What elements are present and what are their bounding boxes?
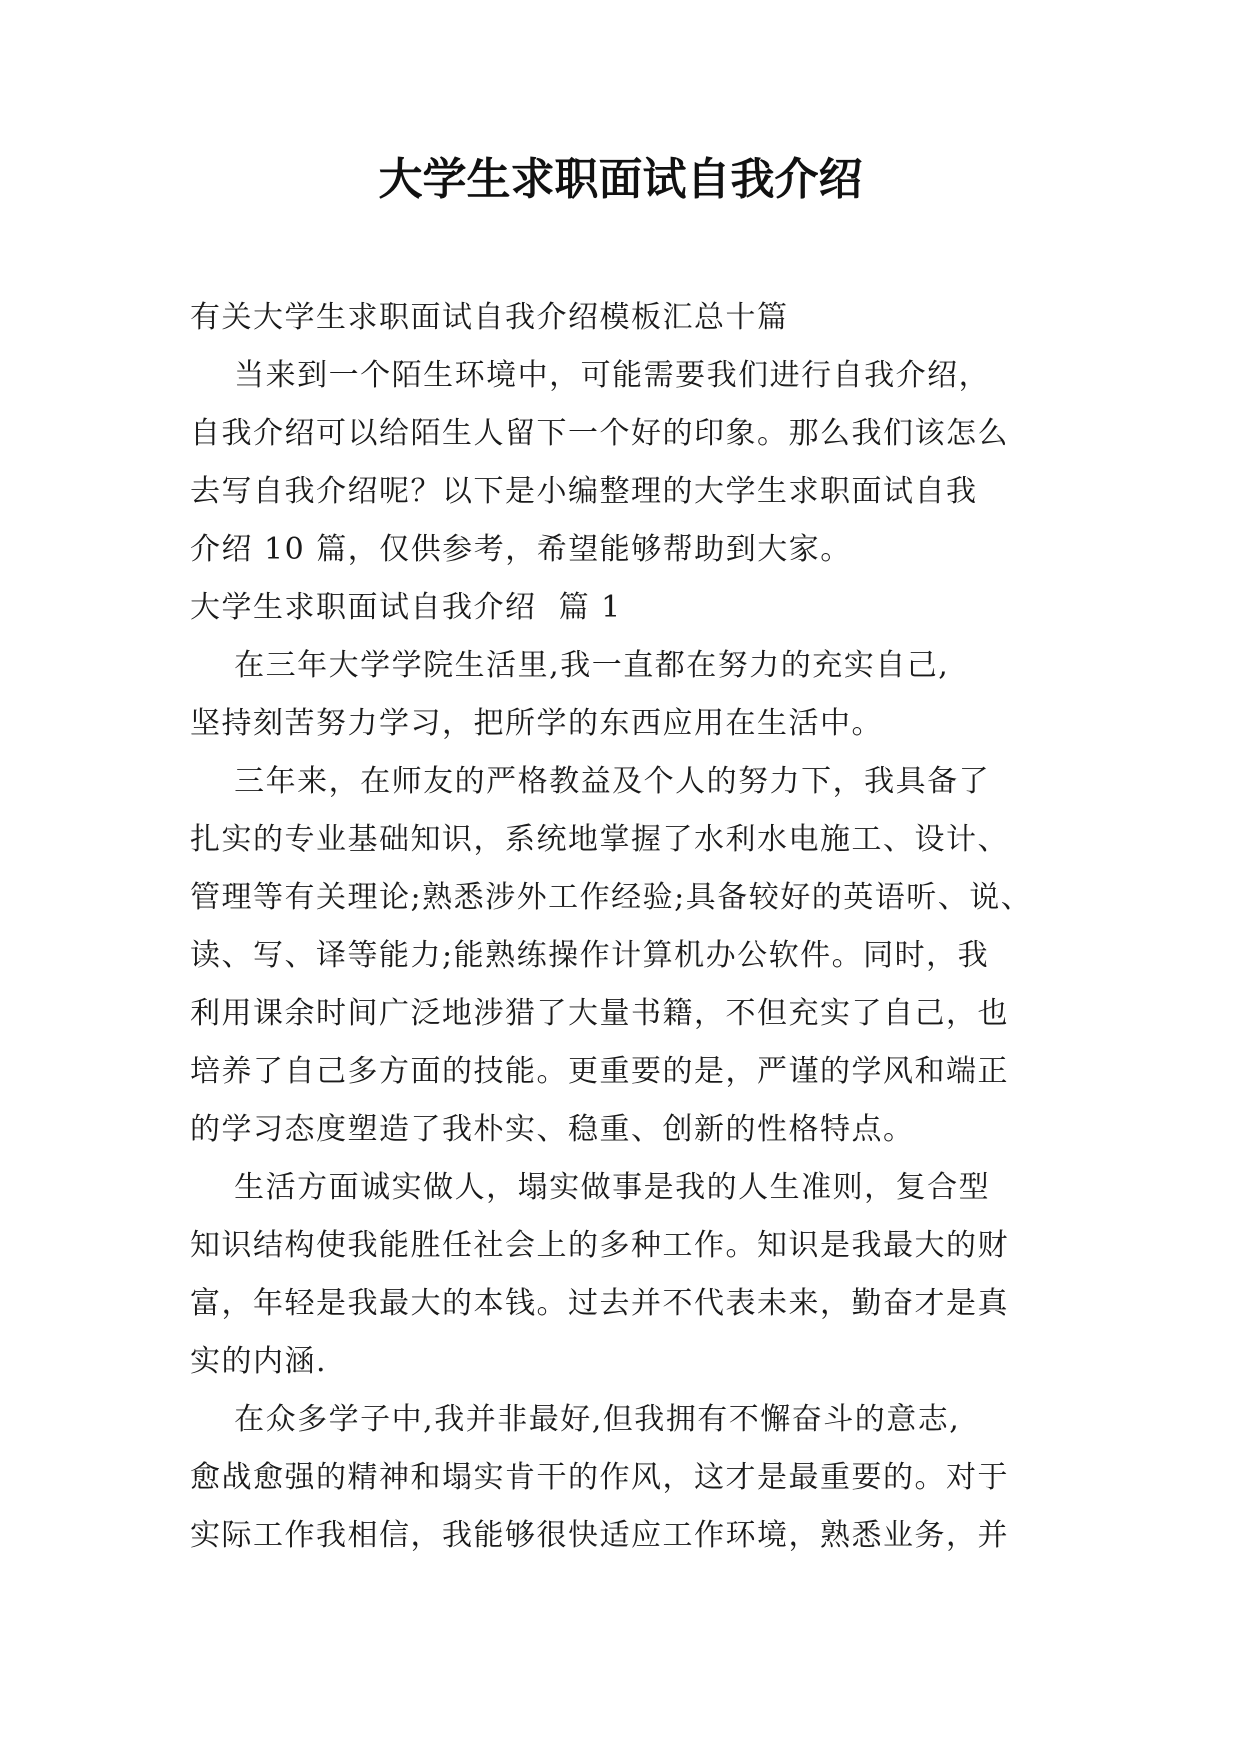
paragraph-line: 三年来，在师友的严格教益及个人的努力下，我具备了 (190, 764, 991, 799)
paragraph-line: 介绍 10 篇，仅供参考，希望能够帮助到大家。 (190, 532, 852, 567)
paragraph-line: 实的内涵. (190, 1344, 328, 1379)
paragraph-line: 读、写、译等能力;能熟练操作计算机办公软件。同时，我 (190, 938, 990, 973)
paragraph-line: 当来到一个陌生环境中，可能需要我们进行自我介绍， (190, 358, 991, 393)
paragraph-line: 自我介绍可以给陌生人留下一个好的印象。那么我们该怎么 (190, 416, 1009, 451)
paragraph-line: 的学习态度塑造了我朴实、稳重、创新的性格特点。 (190, 1112, 915, 1147)
document-body (190, 289, 1065, 1565)
paragraph-line: 实际工作我相信，我能够很快适应工作环境，熟悉业务，并 (190, 1518, 1009, 1553)
paragraph-line: 生活方面诚实做人，塌实做事是我的人生准则，复合型 (190, 1170, 991, 1205)
paragraph-line: 去写自我介绍呢？以下是小编整理的大学生求职面试自我 (190, 474, 978, 509)
paragraph-line: 扎实的专业基础知识，系统地掌握了水利水电施工、设计、 (190, 822, 1009, 857)
paragraph-line: 愈战愈强的精神和塌实肯干的作风，这才是最重要的。对于 (190, 1460, 1009, 1495)
section-heading: 大学生求职面试自我介绍 篇 1 (190, 590, 622, 625)
paragraph-line: 利用课余时间广泛地涉猎了大量书籍，不但充实了自己，也 (190, 996, 1009, 1031)
subtitle-line: 有关大学生求职面试自我介绍模板汇总十篇 (190, 300, 789, 335)
paragraph-line: 富，年轻是我最大的本钱。过去并不代表未来，勤奋才是真 (190, 1286, 1009, 1321)
paragraph-line: 管理等有关理论;熟悉涉外工作经验;具备较好的英语听、说、 (190, 880, 1033, 915)
paragraph-line: 坚持刻苦努力学习，把所学的东西应用在生活中。 (190, 706, 883, 741)
paragraph-line: 在众多学子中,我并非最好,但我拥有不懈奋斗的意志, (190, 1402, 961, 1437)
document-title: 大学生求职面试自我介绍 (378, 154, 863, 205)
paragraph-line: 培养了自己多方面的技能。更重要的是，严谨的学风和端正 (190, 1054, 1009, 1089)
paragraph-line: 知识结构使我能胜任社会上的多种工作。知识是我最大的财 (190, 1228, 1009, 1263)
paragraph-line: 在三年大学学院生活里,我一直都在努力的充实自己, (190, 648, 950, 683)
